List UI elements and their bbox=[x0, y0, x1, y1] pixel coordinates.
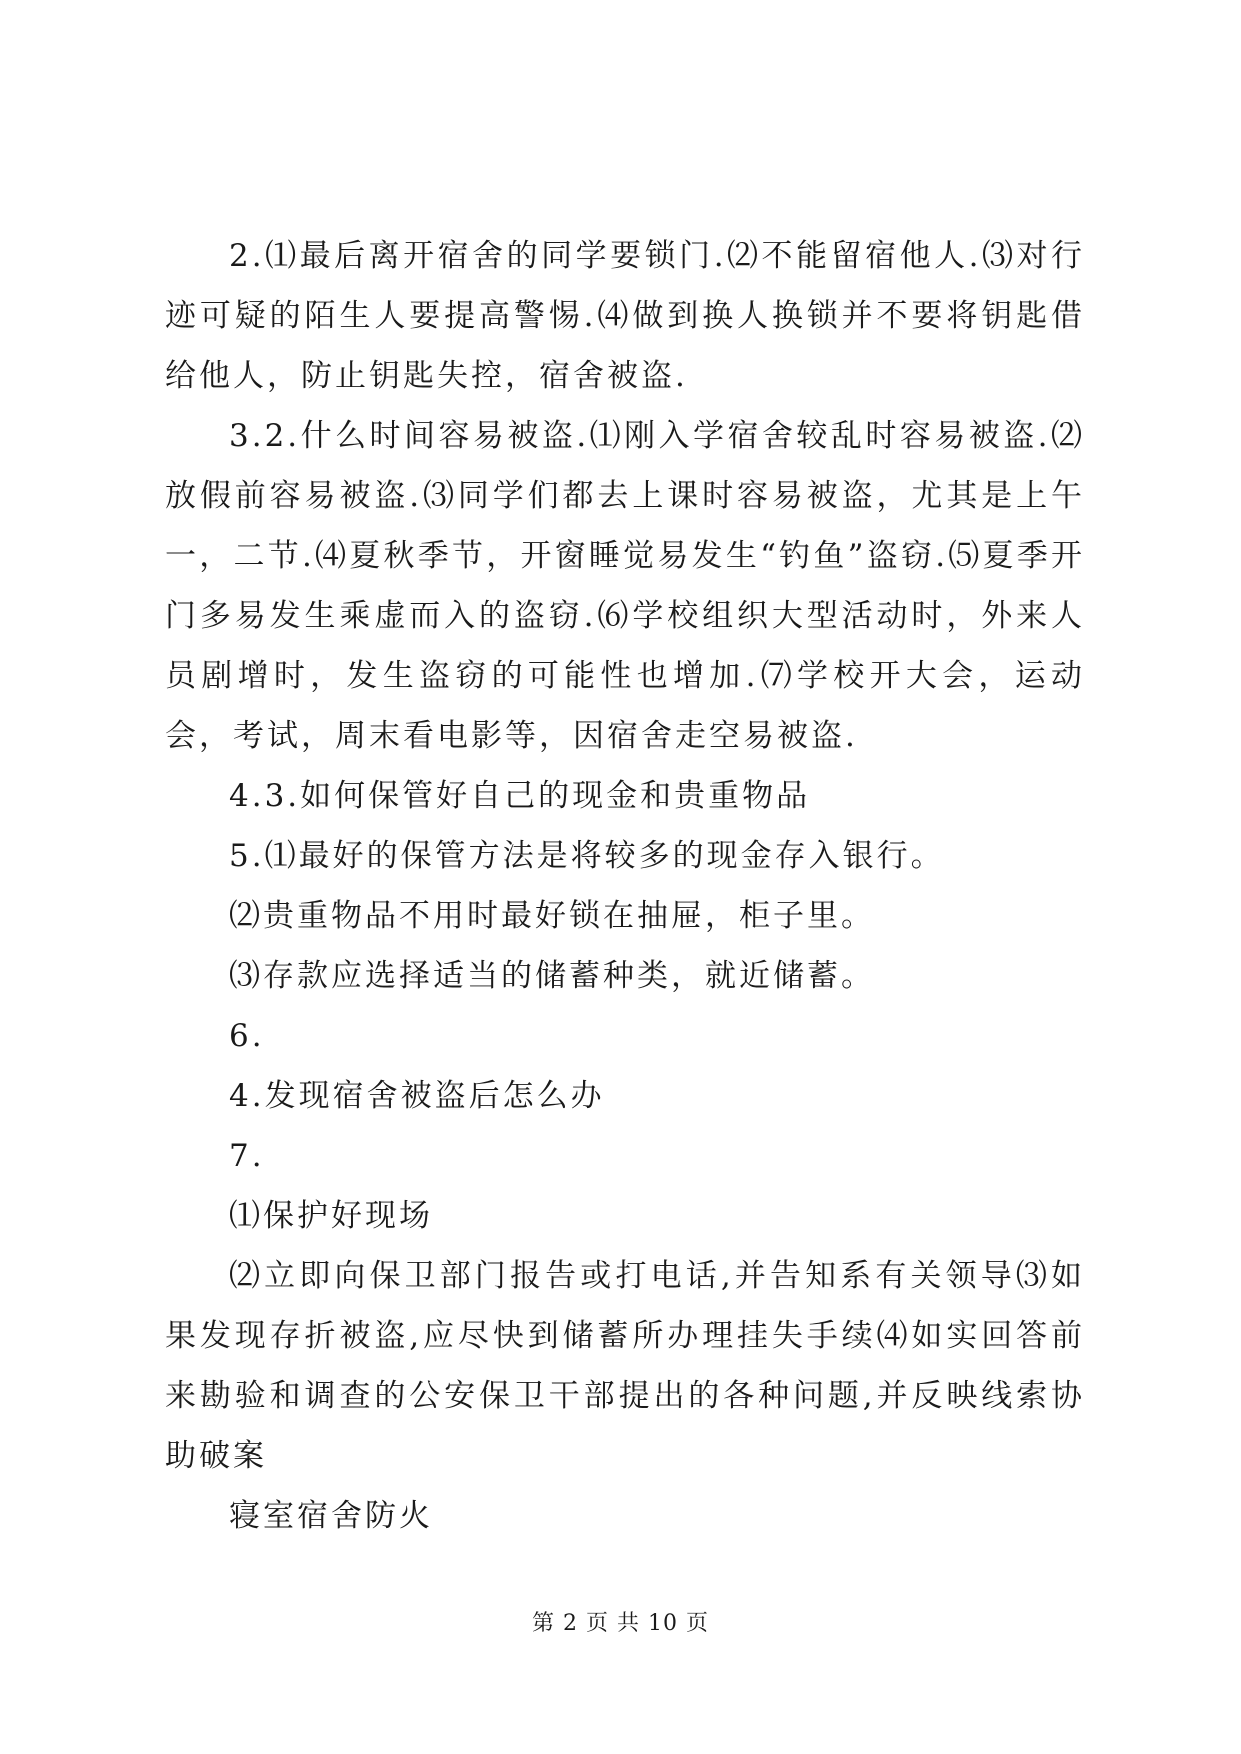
paragraph-7-1: ⑴保护好现场 bbox=[229, 1198, 433, 1234]
paragraph-heading-4: 4.发现宿舍被盗后怎么办 bbox=[229, 1078, 605, 1114]
paragraph-section-heading: 寝室宿舍防火 bbox=[229, 1498, 433, 1534]
paragraph-7: 7. bbox=[229, 1138, 265, 1174]
paragraph-7-2: ⑵立即向保卫部门报告或打电话,并告知系有关领导⑶如果发现存折被盗,应尽快到储蓄所办理挂失手续⑷如实回答前来勘验和调查的公安保卫干部提出的各种问题,并反映线索协助破案 bbox=[165, 1258, 1085, 1474]
paragraph-5: 5.⑴最好的保管方法是将较多的现金存入银行。 bbox=[229, 838, 945, 874]
paragraph-3: 3.2.什么时间容易被盗.⑴刚入学宿舍较乱时容易被盗.⑵放假前容易被盗.⑶同学们都去上课时容易被盗，尤其是上午一，二节.⑷夏秋季节，开窗睡觉易发生“钓鱼”盗窃.⑸夏季开门多易发生乘虚而入的盗窃.⑹学校组织大型活动时，外来人员剧增时，发生盗窃的可能性也增加.⑺学校开大会，运动会，考试，周末看电影等，因宿舍走空易被盗. bbox=[165, 418, 1085, 754]
paragraph-5-3: ⑶存款应选择适当的储蓄种类，就近储蓄。 bbox=[229, 958, 875, 994]
paragraph-5-2: ⑵贵重物品不用时最好锁在抽屉，柜子里。 bbox=[229, 898, 875, 934]
paragraph-4: 4.3.如何保管好自己的现金和贵重物品 bbox=[229, 778, 811, 814]
page-footer: 第 2 页 共 10 页 bbox=[532, 1611, 709, 1636]
paragraph-2: 2.⑴最后离开宿舍的同学要锁门.⑵不能留宿他人.⑶对行迹可疑的陌生人要提高警惕.⑷做到换人换锁并不要将钥匙借给他人，防止钥匙失控，宿舍被盗. bbox=[165, 238, 1085, 394]
body-text bbox=[165, 226, 1085, 1546]
paragraph-6: 6. bbox=[229, 1018, 265, 1054]
